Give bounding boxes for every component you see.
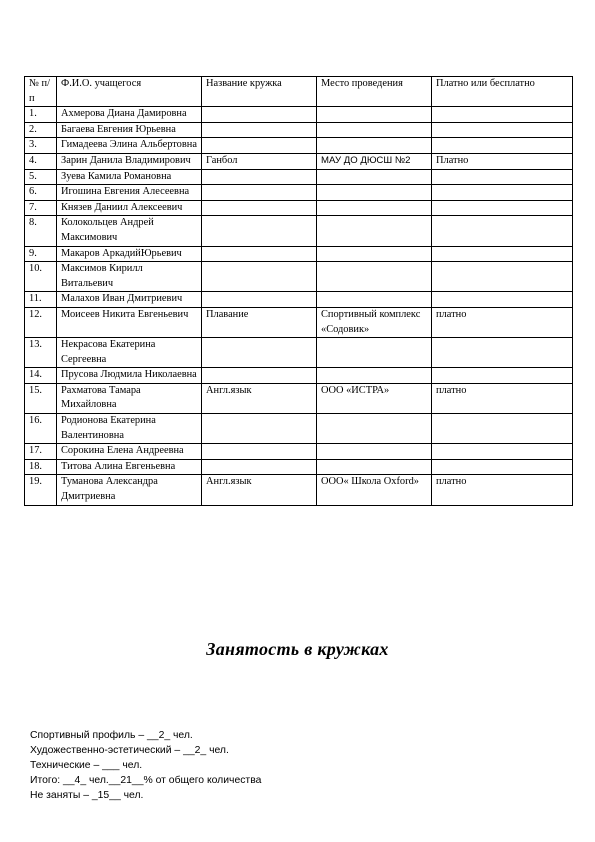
cell-name: Ахмерова Диана Дамировна (57, 107, 202, 123)
cell-name: Малахов Иван Дмитриевич (57, 292, 202, 308)
table-row (25, 414, 573, 444)
cell-payment (432, 185, 573, 201)
cell-name: Титова Алина Евгеньевна (57, 459, 202, 475)
table-row (25, 169, 573, 185)
cell-place (317, 138, 432, 154)
cell-name: Гимадеева Элина Альбертовна (57, 138, 202, 154)
table-row (25, 107, 573, 123)
cell-num: 1. (25, 107, 57, 123)
cell-club (202, 414, 317, 444)
cell-club (202, 216, 317, 246)
cell-payment (432, 444, 573, 460)
cell-club (202, 368, 317, 384)
summary-total: Итого: __4_ чел.__21__% от общего количества (30, 775, 262, 786)
table-row (25, 338, 573, 368)
cell-club (202, 185, 317, 201)
cell-name: Зарин Данила Владимирович (57, 153, 202, 169)
cell-name: Прусова Людмила Николаевна (57, 368, 202, 384)
cell-club (202, 107, 317, 123)
table-row (25, 292, 573, 308)
cell-num: 12. (25, 307, 57, 337)
cell-payment (432, 246, 573, 262)
cell-payment (432, 169, 573, 185)
cell-club (202, 169, 317, 185)
table-row (25, 459, 573, 475)
cell-club (202, 200, 317, 216)
cell-name: Максимов Кирилл Витальевич (57, 262, 202, 292)
table-row (25, 307, 573, 337)
cell-num: 19. (25, 475, 57, 505)
cell-num: 2. (25, 122, 57, 138)
cell-club (202, 444, 317, 460)
cell-payment (432, 262, 573, 292)
students-table (24, 76, 573, 506)
cell-num: 5. (25, 169, 57, 185)
table-row (25, 475, 573, 505)
table-row (25, 138, 573, 154)
summary-sport: Спортивный профиль – __2_ чел. (30, 730, 193, 741)
cell-name: Сорокина Елена Андреевна (57, 444, 202, 460)
cell-place (317, 216, 432, 246)
cell-place (317, 414, 432, 444)
header-name: Ф.И.О. учащегося (57, 77, 202, 107)
table-row (25, 216, 573, 246)
cell-payment (432, 122, 573, 138)
cell-payment: платно (432, 475, 573, 505)
header-club: Название кружка (202, 77, 317, 107)
cell-place: ООО« Школа Oxford» (317, 475, 432, 505)
cell-place (317, 185, 432, 201)
cell-payment (432, 338, 573, 368)
cell-num: 18. (25, 459, 57, 475)
cell-place (317, 169, 432, 185)
cell-payment (432, 292, 573, 308)
cell-num: 9. (25, 246, 57, 262)
cell-payment (432, 216, 573, 246)
cell-club (202, 138, 317, 154)
cell-place (317, 246, 432, 262)
cell-place (317, 444, 432, 460)
cell-num: 10. (25, 262, 57, 292)
summary-art: Художественно-эстетический – __2_ чел. (30, 745, 229, 756)
cell-place (317, 459, 432, 475)
header-place: Место проведения (317, 77, 432, 107)
summary-not-engaged: Не заняты – _15__ чел. (30, 790, 144, 801)
cell-payment: платно (432, 307, 573, 337)
cell-name: Макаров АркадийЮрьевич (57, 246, 202, 262)
table-row (25, 368, 573, 384)
cell-club (202, 459, 317, 475)
cell-num: 7. (25, 200, 57, 216)
table-row (25, 200, 573, 216)
table-row (25, 262, 573, 292)
cell-payment: платно (432, 383, 573, 413)
cell-place (317, 122, 432, 138)
cell-num: 8. (25, 216, 57, 246)
table-header-row (25, 77, 573, 107)
cell-place: Спортивный комплекс «Содовик» (317, 307, 432, 337)
cell-num: 15. (25, 383, 57, 413)
cell-payment (432, 107, 573, 123)
page-title: Занятость в кружках (206, 639, 389, 659)
table-row (25, 122, 573, 138)
cell-club: Англ.язык (202, 383, 317, 413)
cell-name: Родионова Екатерина Валентиновна (57, 414, 202, 444)
cell-num: 3. (25, 138, 57, 154)
table-row (25, 153, 573, 169)
cell-name: Туманова Александра Дмитриевна (57, 475, 202, 505)
header-payment: Платно или бесплатно (432, 77, 573, 107)
cell-club: Плавание (202, 307, 317, 337)
cell-payment (432, 368, 573, 384)
cell-place (317, 338, 432, 368)
cell-num: 17. (25, 444, 57, 460)
cell-name: Зуева Камила Романовна (57, 169, 202, 185)
table-row (25, 444, 573, 460)
cell-club (202, 262, 317, 292)
cell-num: 14. (25, 368, 57, 384)
cell-payment (432, 414, 573, 444)
cell-place: МАУ ДО ДЮСШ №2 (317, 153, 432, 169)
cell-num: 11. (25, 292, 57, 308)
header-num: № п/п (25, 77, 57, 107)
cell-payment (432, 459, 573, 475)
cell-place: ООО «ИСТРА» (317, 383, 432, 413)
cell-club: Англ.язык (202, 475, 317, 505)
cell-club: Ганбол (202, 153, 317, 169)
summary-technical: Технические – ___ чел. (30, 760, 143, 771)
cell-name: Князев Даниил Алексеевич (57, 200, 202, 216)
cell-place (317, 262, 432, 292)
table-row (25, 383, 573, 413)
cell-name: Рахматова Тамара Михайловна (57, 383, 202, 413)
cell-place (317, 368, 432, 384)
table-row (25, 246, 573, 262)
cell-num: 4. (25, 153, 57, 169)
cell-payment (432, 138, 573, 154)
cell-payment (432, 200, 573, 216)
cell-club (202, 122, 317, 138)
cell-name: Игошина Евгения Алесеевна (57, 185, 202, 201)
cell-club (202, 292, 317, 308)
cell-club (202, 246, 317, 262)
cell-place (317, 200, 432, 216)
cell-payment: Платно (432, 153, 573, 169)
cell-num: 13. (25, 338, 57, 368)
summary-block (30, 728, 261, 803)
cell-name: Некрасова Екатерина Сергеевна (57, 338, 202, 368)
table-row (25, 185, 573, 201)
cell-num: 16. (25, 414, 57, 444)
cell-place (317, 292, 432, 308)
cell-num: 6. (25, 185, 57, 201)
cell-name: Колокольцев Андрей Максимович (57, 216, 202, 246)
cell-place (317, 107, 432, 123)
cell-club (202, 338, 317, 368)
cell-name: Багаева Евгения Юрьевна (57, 122, 202, 138)
cell-name: Моисеев Никита Евгеньевич (57, 307, 202, 337)
